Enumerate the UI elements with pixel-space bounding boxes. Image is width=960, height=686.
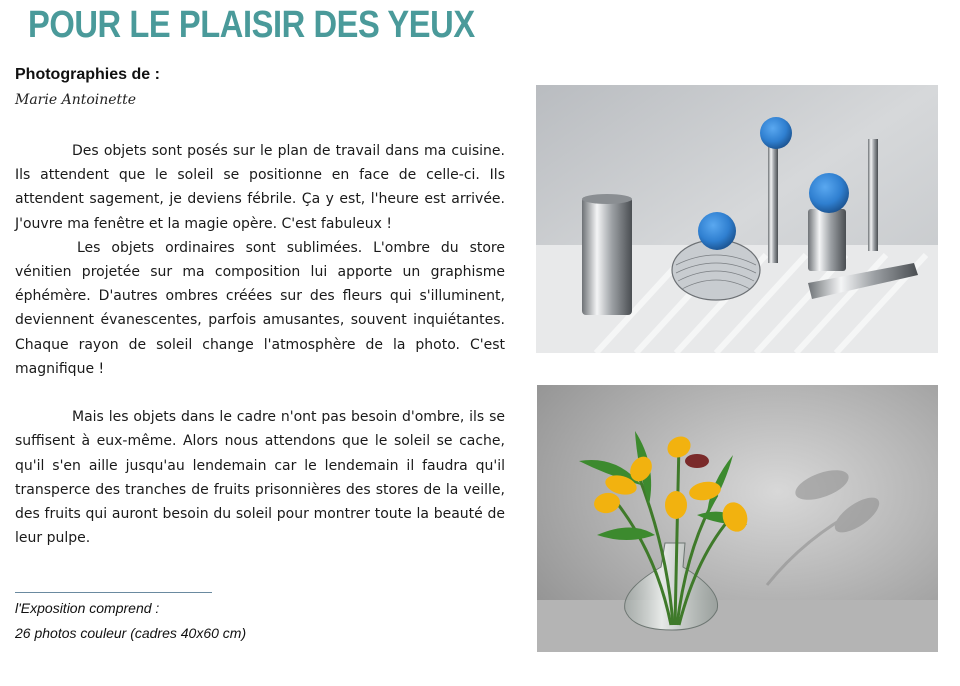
page-title: POUR LE PLAISIR DES YEUX xyxy=(28,4,475,46)
article-paragraph-2: Les objets ordinaires sont sublimées. L'ombre du store vénitien projetée sur ma composition lui apporte un graphisme éphémère. D'autres ombres créées sur des fleurs qui s'illuminent, deviennent évanescentes, parfois amusantes, souvent inquiétantes. Chaque rayon de soleil change l'atmosphère de la photo. C'est magnifique ! xyxy=(15,239,505,377)
article-body xyxy=(15,139,505,550)
article-paragraph-1: Des objets sont posés sur le plan de travail dans ma cuisine. Ils attendent que le soleil se positionne en face de celle-ci. Ils attendent sagement, je deviens fébrile. Ça y est, l'heure est arrivée. J'ouvre ma fenêtre et la magie opère. C'est fabuleux ! xyxy=(15,143,505,232)
photo-tulips-vase xyxy=(537,385,938,652)
article-paragraph-3: Mais les objets dans le cadre n'ont pas besoin d'ombre, ils se suffisent à eux-même. Alors nous attendons que le soleil se cache, qu'il s'en aille jusqu'au lendemain car le lendemain il faudra qu'il transperce des tranches de fruits prisonnières des stores de la veille, des fruits qui auront besoin du soleil pour montrer toute la beauté de leur pulpe. xyxy=(15,409,505,547)
photo-still-life-objects xyxy=(536,85,938,353)
divider xyxy=(15,592,212,593)
photographer-name: Marie Antoinette xyxy=(15,92,137,108)
exposition-details: 26 photos couleur (cadres 40x60 cm) xyxy=(15,625,247,641)
exposition-heading: l'Exposition comprend : xyxy=(15,600,160,616)
photographer-heading: Photographies de : xyxy=(15,66,160,83)
